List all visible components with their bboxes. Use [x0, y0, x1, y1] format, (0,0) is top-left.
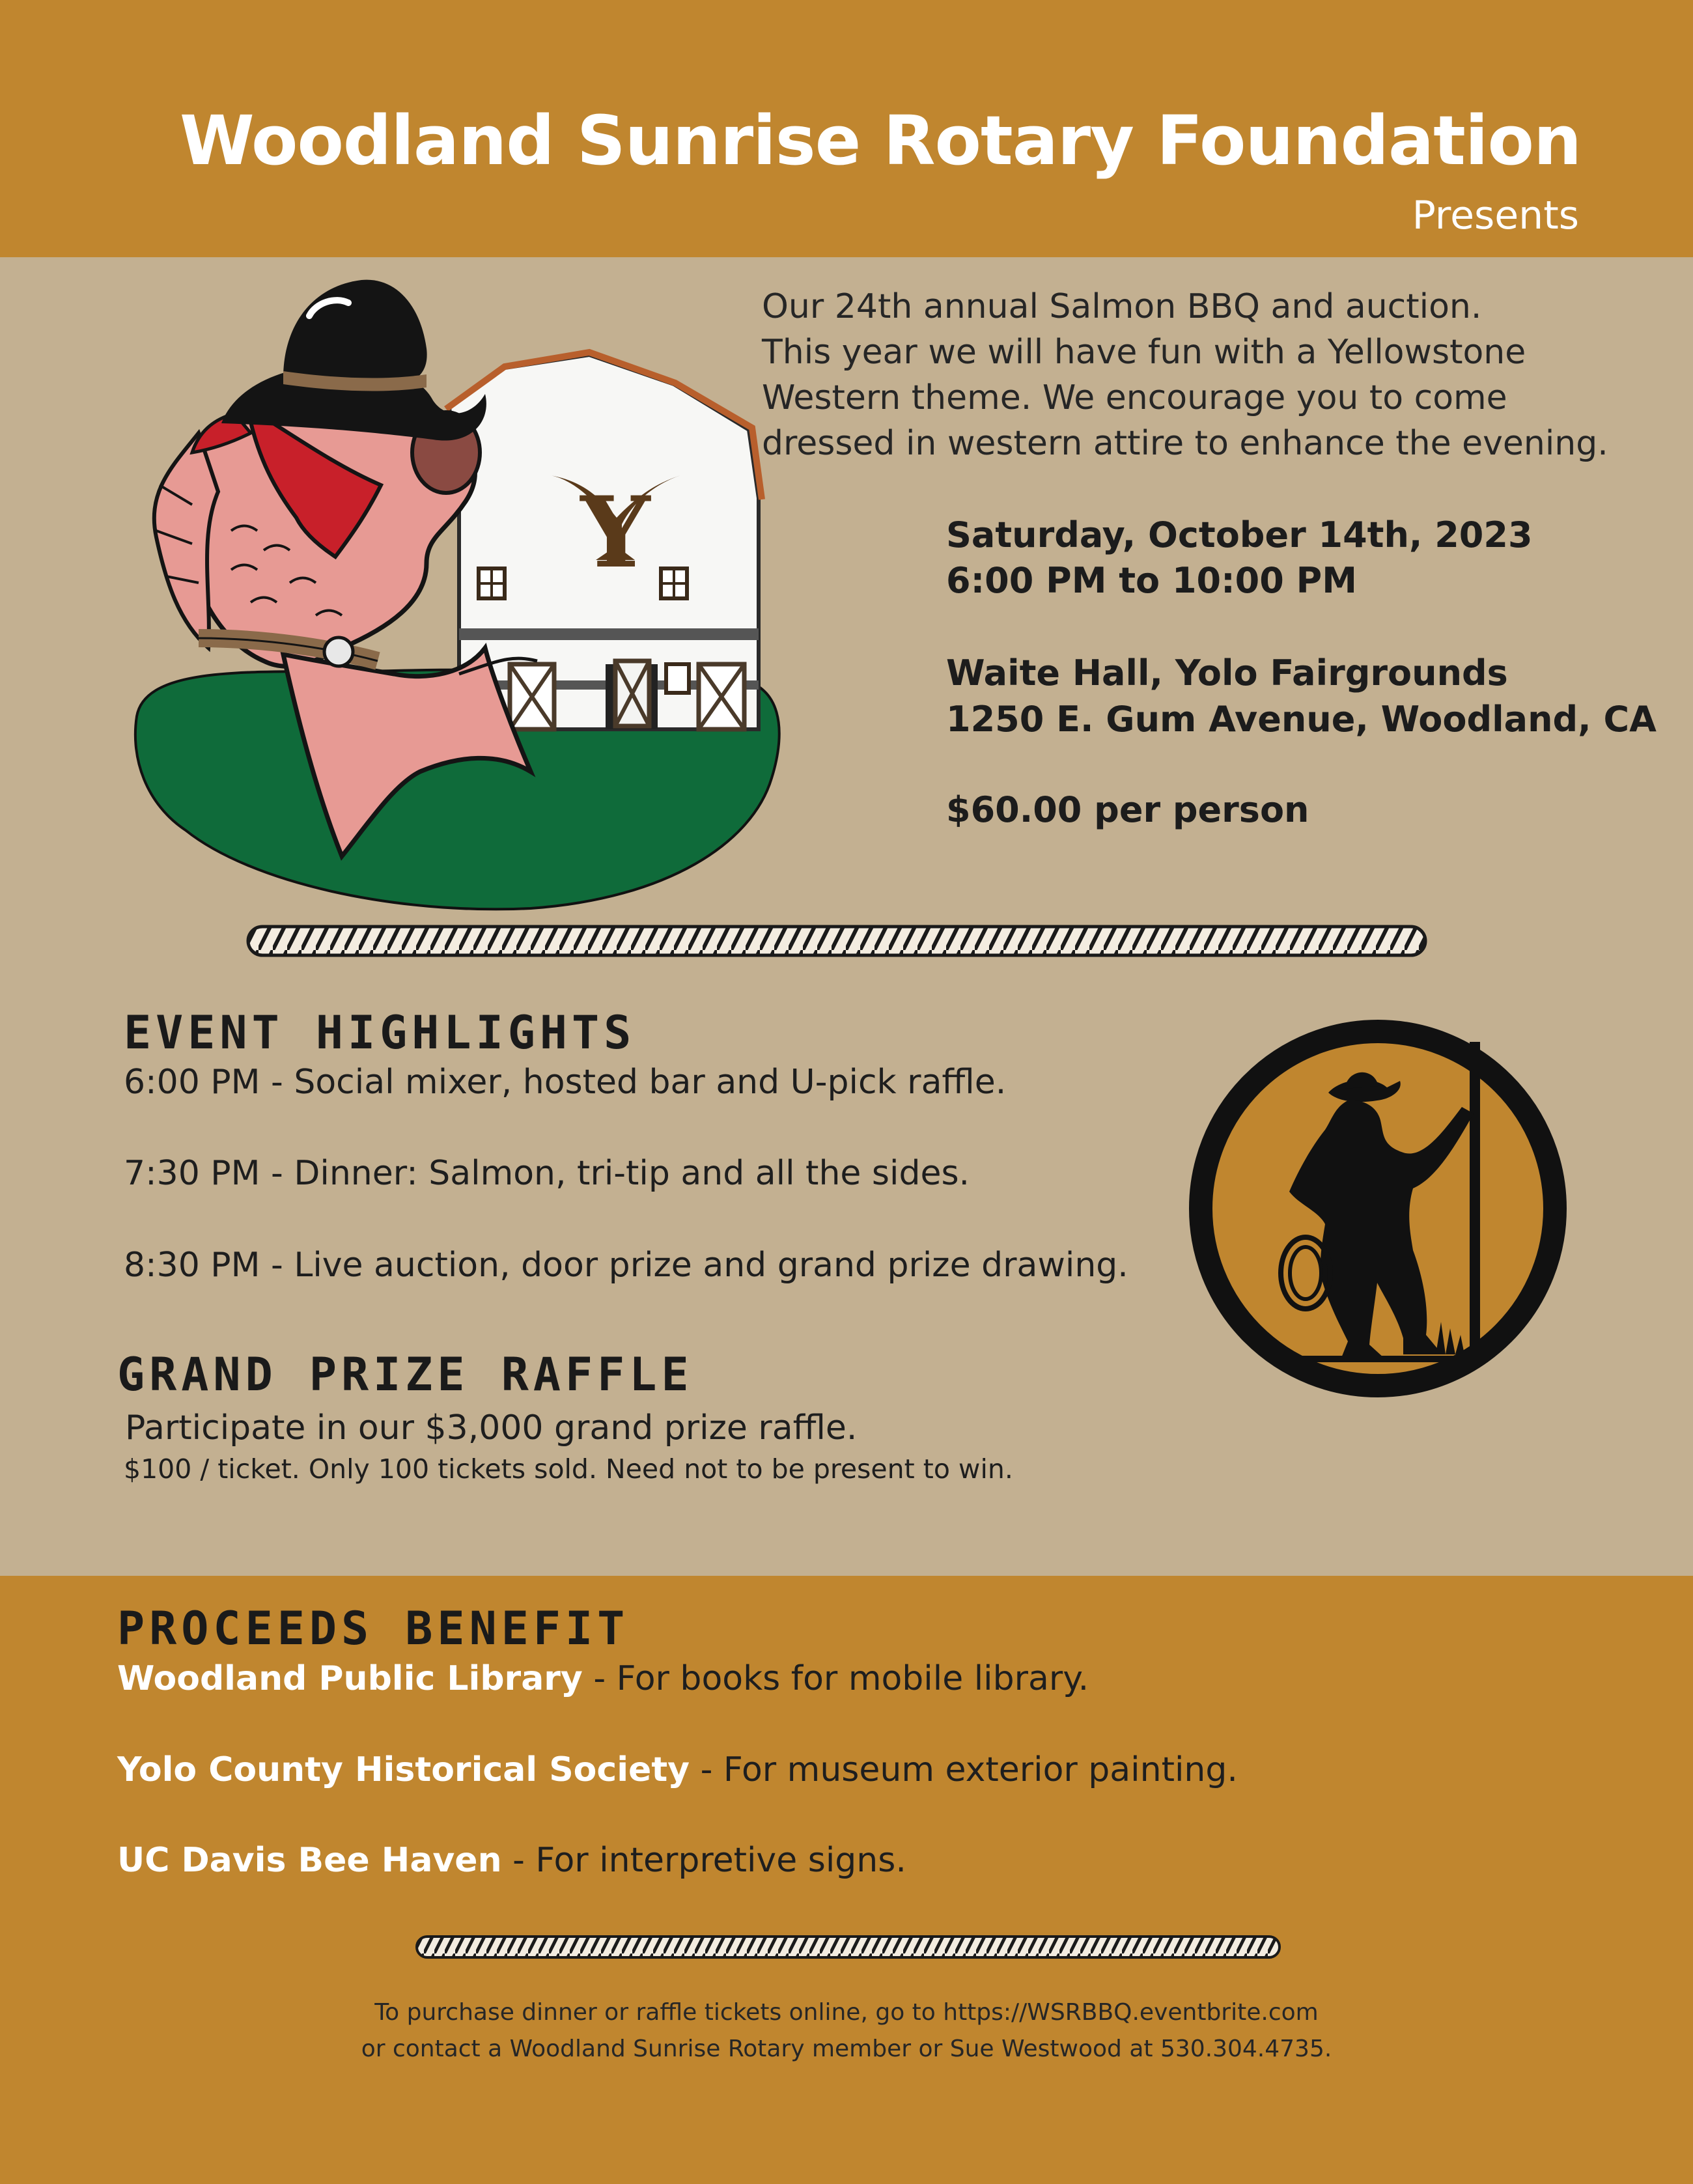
raffle-heading: GRAND PRIZE RAFFLE [117, 1348, 693, 1401]
benefit-org: UC Davis Bee Haven [117, 1841, 502, 1880]
event-venue: Waite Hall, Yolo Fairgrounds [946, 652, 1508, 693]
proceeds-heading: PROCEEDS BENEFIT [117, 1602, 630, 1655]
intro-line: dressed in western attire to enhance the evening. [762, 424, 1608, 463]
event-date: Saturday, October 14th, 2023 [946, 514, 1533, 555]
ticket-price: $60.00 per person [946, 789, 1309, 830]
benefit-purpose: - For interpretive signs. [501, 1841, 906, 1880]
barn-y-emblem: Y [580, 475, 651, 590]
benefit-org: Yolo County Historical Society [117, 1750, 690, 1789]
benefit-purpose: - For books for mobile library. [582, 1659, 1089, 1698]
intro-paragraph [762, 284, 1621, 466]
highlight-item: 6:00 PM - Social mixer, hosted bar and U-pick raffle. [124, 1063, 1007, 1102]
intro-line: This year we will have fun with a Yellowstone [762, 333, 1526, 372]
event-address: 1250 E. Gum Avenue, Woodland, CA [946, 699, 1657, 740]
raffle-terms: $100 / ticket. Only 100 tickets sold. Need not to be present to win. [124, 1453, 1013, 1485]
benefit-item [117, 1659, 1089, 1698]
benefit-item [117, 1841, 906, 1880]
presents-label: Presents [1412, 193, 1579, 238]
benefit-item [117, 1750, 1238, 1789]
benefit-org: Woodland Public Library [117, 1659, 583, 1698]
highlight-item: 7:30 PM - Dinner: Salmon, tri-tip and all the sides. [124, 1154, 970, 1193]
salmon-barn-illustration [120, 257, 824, 915]
page-title: Woodland Sunrise Rotary Foundation [180, 101, 1581, 180]
highlights-heading: EVENT HIGHLIGHTS [124, 1006, 636, 1059]
footer-purchase-info: To purchase dinner or raffle tickets online, go to https://WSRBBQ.eventbrite.com [374, 1999, 1319, 2026]
rope-divider-icon [413, 1933, 1283, 1961]
event-time: 6:00 PM to 10:00 PM [946, 560, 1357, 601]
benefit-purpose: - For museum exterior painting. [690, 1750, 1238, 1789]
intro-line: Western theme. We encourage you to come [762, 378, 1507, 417]
raffle-description: Participate in our $3,000 grand prize raffle. [125, 1408, 858, 1448]
cowboy-silhouette-icon [1188, 1016, 1567, 1401]
highlight-item: 8:30 PM - Live auction, door prize and grand prize drawing. [124, 1246, 1128, 1285]
rope-divider-icon [244, 921, 1429, 960]
intro-line: Our 24th annual Salmon BBQ and auction. [762, 287, 1482, 326]
footer-contact-info: or contact a Woodland Sunrise Rotary member or Sue Westwood at 530.304.4735. [361, 2036, 1332, 2062]
